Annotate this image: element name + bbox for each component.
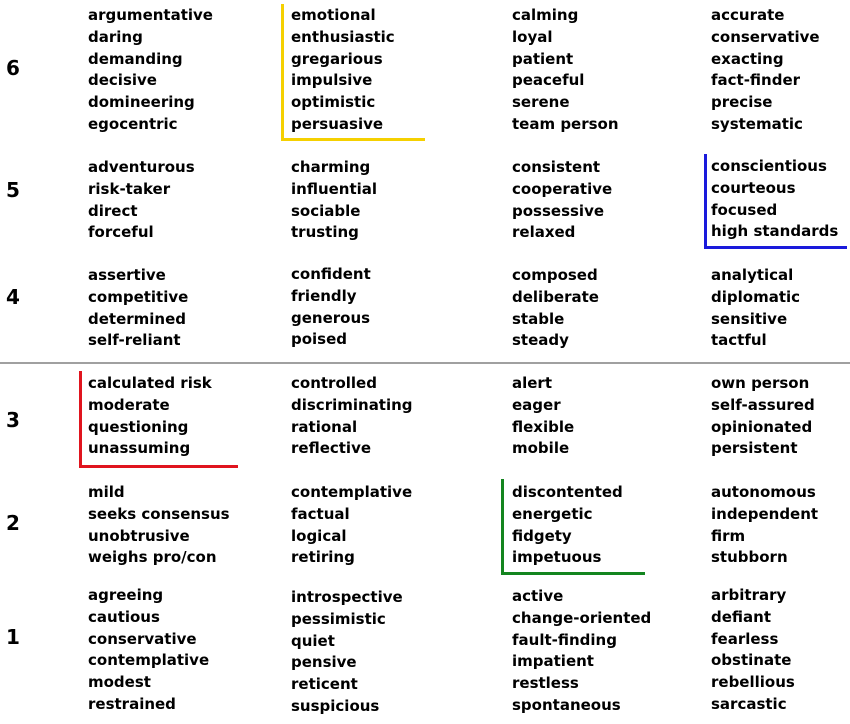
word: pessimistic [291,609,386,628]
word: restrained [88,694,176,713]
word: conscientious [711,157,827,175]
word: risk-taker [88,179,171,198]
highlight-bracket-red [79,371,238,468]
row-label-1: 1 [6,625,20,649]
word-cell [88,482,230,569]
word: emotional [291,6,376,24]
word-cell [512,265,599,352]
word: charming [291,158,371,176]
word: firm [711,526,746,545]
word: steady [512,331,569,350]
row-label-6: 6 [6,56,20,80]
word: exacting [711,49,784,68]
word: energetic [512,504,593,523]
word: calming [512,6,579,24]
word: determined [88,309,187,328]
word: rational [291,417,358,436]
word: cooperative [512,179,613,198]
word: spontaneous [512,695,621,714]
word-cell [711,482,818,569]
word-cell [512,373,574,460]
word: patient [512,49,574,68]
word: eager [512,395,561,414]
word: relaxed [512,223,576,242]
word: generous [291,308,371,327]
word: team person [512,114,619,133]
word: deliberate [512,287,599,306]
word: diplomatic [711,287,801,306]
word: self-reliant [88,331,181,350]
word: questioning [88,417,189,436]
word: conservative [711,27,820,46]
word: discontented [512,483,623,501]
word: calculated risk [88,374,212,392]
word: opinionated [711,417,813,436]
word: peaceful [512,71,585,90]
word-cell [291,482,412,569]
word: active [512,587,564,605]
word: egocentric [88,114,178,133]
word: fidgety [512,526,572,545]
word: sarcastic [711,694,787,713]
word: poised [291,330,348,349]
word: domineering [88,93,195,112]
word: pensive [291,653,357,672]
word: restless [512,674,579,693]
word: optimistic [291,93,376,112]
word: rebellious [711,673,795,692]
word: focused [711,200,778,219]
word: analytical [711,266,794,284]
word: weighs pro/con [88,548,217,567]
row-label-5: 5 [6,178,20,202]
word: contemplative [88,651,210,670]
word: precise [711,93,773,112]
highlight-bracket-yellow [281,4,425,141]
word-cell [512,157,612,244]
word: impetuous [512,548,602,567]
word: composed [512,266,598,284]
word: quiet [291,631,335,650]
word: retiring [291,548,355,567]
word: demanding [88,49,183,68]
word-cell [88,265,188,352]
word: consistent [512,158,601,176]
word: fearless [711,629,779,648]
word-cell [512,5,619,136]
word: influential [291,179,378,198]
word: discriminating [291,395,413,414]
word: possessive [512,201,605,220]
word: arbitrary [711,586,787,604]
word-cell [711,585,795,716]
word: alert [512,374,553,392]
word: reflective [291,439,372,458]
word: independent [711,504,819,523]
word: confident [291,265,371,283]
word-cell [512,586,651,717]
word: moderate [88,395,170,414]
word: serene [512,93,570,112]
word: logical [291,526,347,545]
word: adventurous [88,158,195,176]
row-label-3: 3 [6,408,20,432]
highlight-bracket-green [501,479,645,575]
word: direct [88,201,138,220]
word: own person [711,374,810,392]
word-cell [711,373,815,460]
word: introspective [291,588,403,606]
word: seeks consensus [88,504,230,523]
word: persuasive [291,114,384,133]
word: fact-finder [711,71,801,90]
word: gregarious [291,49,383,68]
word: tactful [711,331,767,350]
word: autonomous [711,483,816,501]
word: impulsive [291,71,373,90]
word: loyal [512,27,553,46]
word: friendly [291,286,357,305]
word: unassuming [88,439,191,458]
row-label-4: 4 [6,285,20,309]
word: trusting [291,223,359,242]
word: decisive [88,71,157,90]
word: agreeing [88,586,164,604]
word-cell [291,373,413,460]
word: obstinate [711,651,792,670]
word: persistent [711,439,798,458]
word: defiant [711,607,771,626]
word: daring [88,27,143,46]
word-cell [88,585,209,716]
word-cell [291,157,377,244]
word-cell [88,5,213,136]
word: stable [512,309,565,328]
word: mild [88,483,125,501]
word: stubborn [711,548,788,567]
highlight-bracket-blue [704,154,847,249]
word: modest [88,673,151,692]
word: unobtrusive [88,526,190,545]
word: controlled [291,374,377,392]
word: high standards [711,222,839,241]
word: contemplative [291,483,413,501]
word: fault-finding [512,630,617,649]
word: systematic [711,114,803,133]
word: change-oriented [512,608,652,627]
word: competitive [88,287,189,306]
word: self-assured [711,395,815,414]
word: conservative [88,629,197,648]
midline-divider [0,362,850,364]
word-cell [88,157,195,244]
word: accurate [711,6,785,24]
word: flexible [512,417,575,436]
word: suspicious [291,696,380,715]
word: mobile [512,439,570,458]
word-cell [291,264,371,351]
row-label-2: 2 [6,511,20,535]
word: reticent [291,675,358,694]
word: enthusiastic [291,27,395,46]
word: courteous [711,178,796,197]
word: forceful [88,223,154,242]
word-cell [711,265,800,352]
word: factual [291,504,350,523]
word: cautious [88,607,160,626]
word-cell [711,5,820,136]
word: assertive [88,266,166,284]
word: sensitive [711,309,788,328]
word-cell [291,587,403,718]
word: argumentative [88,6,213,24]
word: sociable [291,201,361,220]
word: impatient [512,652,594,671]
